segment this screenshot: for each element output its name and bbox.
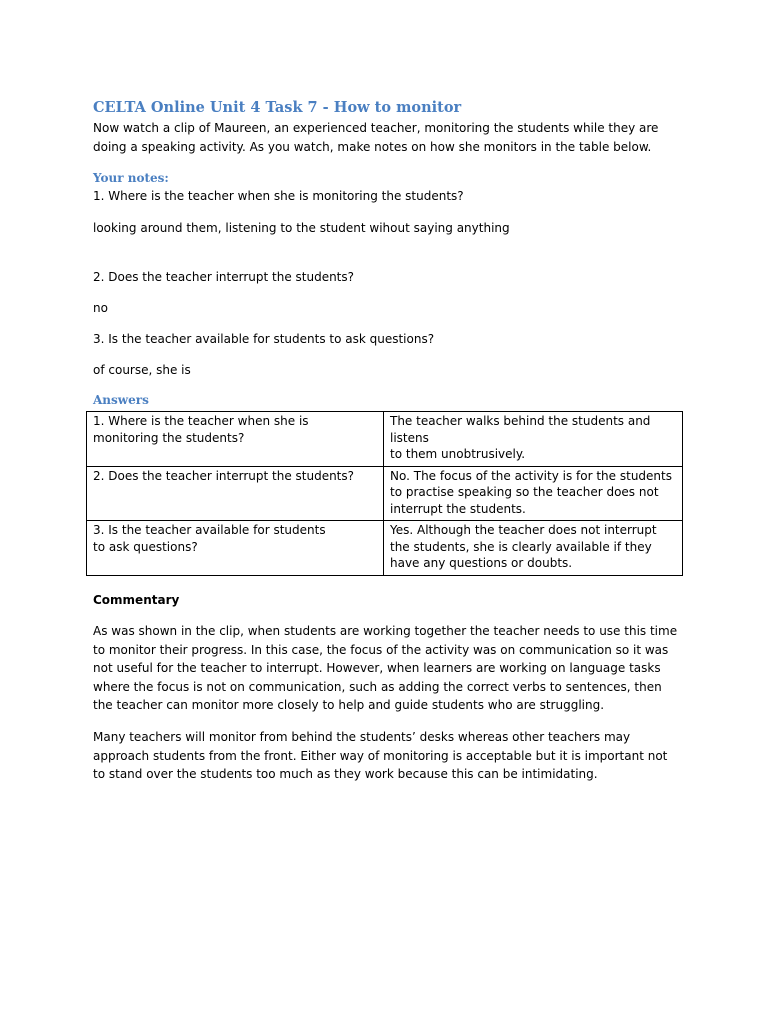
- answers-answer-cell: Yes. Although the teacher does not interrupt the students, she is clearly available if they have any questions or doubts.: [384, 521, 683, 576]
- commentary-paragraph-2: Many teachers will monitor from behind the students’ desks whereas other teachers may approach students from the front. Either way of monitoring is acceptable but it is important not to stand over the students too much as they work because this can be intimidating.: [93, 730, 668, 782]
- answers-question-cell: 2. Does the teacher interrupt the students?: [87, 466, 384, 521]
- table-row: [87, 466, 683, 521]
- answers-heading: Answers: [93, 393, 149, 407]
- notes-question-1: 1. Where is the teacher when she is monitoring the students?: [93, 189, 464, 203]
- answers-answer-cell: No. The focus of the activity is for the students to practise speaking so the teacher does not interrupt the students.: [384, 466, 683, 521]
- page-title: CELTA Online Unit 4 Task 7 - How to monitor: [93, 99, 462, 116]
- commentary-heading: Commentary: [93, 593, 180, 607]
- intro-paragraph: Now watch a clip of Maureen, an experienced teacher, monitoring the students while they are doing a speaking activity. As you watch, make notes on how she monitors in the table below.: [93, 121, 659, 154]
- notes-question-2: 2. Does the teacher interrupt the students?: [93, 270, 355, 284]
- notes-heading: Your notes:: [93, 171, 169, 185]
- answers-table: [86, 411, 683, 576]
- notes-answer-2: no: [93, 301, 108, 315]
- notes-answer-3: of course, she is: [93, 363, 191, 377]
- answers-answer-cell: [384, 412, 683, 467]
- answers-question-cell: 1. Where is the teacher when she is monitoring the students?: [87, 412, 384, 467]
- notes-question-3: 3. Is the teacher available for students to ask questions?: [93, 332, 435, 346]
- answers-question-cell: [87, 521, 384, 576]
- commentary-paragraph-1: As was shown in the clip, when students are working together the teacher needs to use this time to monitor their progress. In this case, the focus of the activity was on communication so it was not useful for the teacher to interrupt. However, when learners are working on language tasks where the focus is not on communication, such as adding the correct verbs to sentences, then the teacher can monitor more closely to help and guide students who are struggling.: [93, 624, 678, 713]
- table-row: [87, 521, 683, 576]
- table-row: [87, 412, 683, 467]
- notes-answer-1: looking around them, listening to the student wihout saying anything: [93, 221, 510, 235]
- answers-question-text: 3. Is the teacher available for students to ask questions?: [93, 523, 326, 554]
- answers-answer-text: The teacher walks behind the students and listens to them unobtrusively.: [390, 414, 651, 461]
